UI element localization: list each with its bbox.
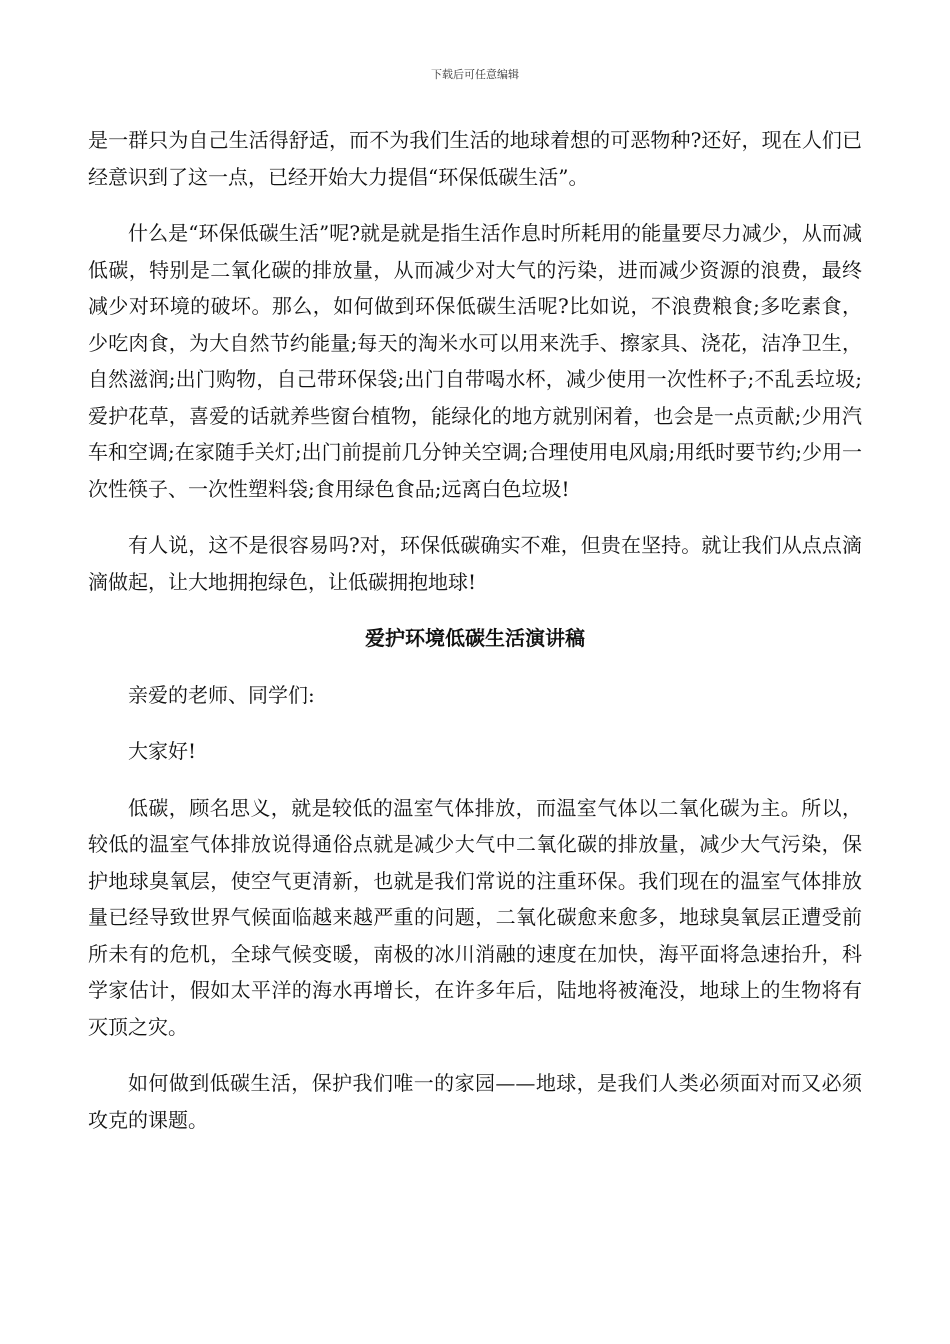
paragraph-continuation: 是一群只为自己生活得舒适，而不为我们生活的地球着想的可恶物种?还好，现在人们已经意识到了这一点，已经开始大力提倡“环保低碳生活”。 — [88, 128, 862, 189]
paragraph-conclusion: 有人说，这不是很容易吗?对，环保低碳确实不难，但贵在坚持。就让我们从点点滴滴做起，让大地拥抱绿色，让低碳拥抱地球! — [88, 533, 862, 594]
speech-greeting: 大家好! — [128, 739, 197, 763]
document-body — [88, 122, 862, 1158]
paragraph-definition: 什么是“环保低碳生活”呢?就是就是指生活作息时所耗用的能量要尽力减少，从而减低碳，特别是二氧化碳的排放量，从而减少对大气的污染，进而减少资源的浪费，最终减少对环境的破坏。那么，如何做到环保低碳生活呢?比如说，不浪费粮食;多吃素食，少吃肉食，为大自然节约能量;每天的淘米水可以用来洗手、擦家具、浇花，洁净卫生，自然滋润;出门购物，自己带环保袋;出门自带喝水杯，减少使用一次性杯子;不乱丢垃圾;爱护花草，喜爱的话就养些窗台植物，能绿化的地方就别闲着，也会是一点贡献;少用汽车和空调;在家随手关灯;出门前提前几分钟关空调;合理使用电风扇;用纸时要节约;少用一次性筷子、一次性塑料袋;食用绿色食品;远离白色垃圾! — [88, 221, 862, 501]
speech-paragraph-lowcarbon: 低碳，顾名思义，就是较低的温室气体排放，而温室气体以二氧化碳为主。所以，较低的温室气体排放说得通俗点就是减少大气中二氧化碳的排放量，减少大气污染，保护地球臭氧层，使空气更清新，也就是我们常说的注重环保。我们现在的温室气体排放量已经导致世界气候面临越来越严重的问题，二氧化碳愈来愈多，地球臭氧层正遭受前所未有的危机，全球气候变暖，南极的冰川消融的速度在加快，海平面将急速抬升，科学家估计，假如太平洋的海水再增长，在许多年后，陆地将被淹没，地球上的生物将有灭顶之灾。 — [88, 795, 862, 1039]
page-header-note: 下载后可任意编辑 — [431, 68, 519, 81]
speech-salutation: 亲爱的老师、同学们: — [128, 682, 315, 707]
speech-title: 爱护环境低碳生活演讲稿 — [365, 626, 585, 650]
speech-paragraph-task: 如何做到低碳生活，保护我们唯一的家园——地球，是我们人类必须面对而又必须攻克的课题。 — [88, 1071, 862, 1132]
